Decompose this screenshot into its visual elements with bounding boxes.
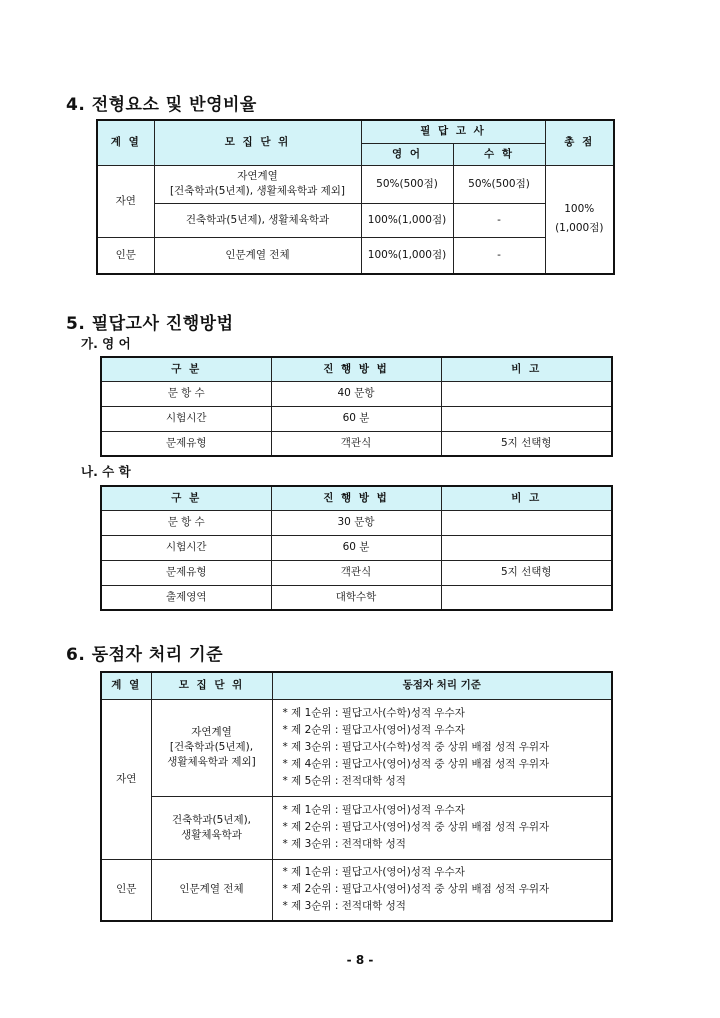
tiebreak-header-unit: 모 집 단 위 [151,672,272,699]
total-line1: 100% [564,203,595,216]
rule-item: * 제 5순위 : 전적대학 성적 [282,775,406,787]
rule-item: * 제 3순위 : 전적대학 성적 [282,838,406,850]
r3-unit: 인문계열 전체 [154,237,361,274]
tiebreak-header-rule: 동점자 처리 기준 [272,672,612,699]
english-header-category: 구 분 [101,357,271,381]
table-cell: 문 항 수 [101,510,271,535]
tiebreak-natural-label: 자연 [101,699,151,859]
header-exam: 필 답 고 사 [361,120,545,143]
g2-unit-line: 건축학과(5년제), [171,813,252,826]
r1-unit [154,165,361,203]
tiebreak-table [100,671,613,922]
table-cell [441,535,612,560]
english-header-note: 비 고 [441,357,612,381]
table-cell: 40 문항 [271,381,441,406]
humanities-label: 인문 [97,237,154,274]
table-cell: 대학수학 [271,585,441,610]
r1-unit-line1: 자연계열 [237,170,278,182]
table-cell: 시험시간 [101,535,271,560]
header-english: 영 어 [361,143,453,165]
table-cell: 5지 선택형 [441,431,612,456]
total-line2: (1,000점) [555,222,604,235]
r2-english: 100%(1,000점) [361,203,453,237]
page-number: - 8 - [346,953,374,967]
table-cell [441,585,612,610]
header-total: 총 점 [545,120,614,165]
table-cell: 60 분 [271,406,441,431]
g1-rules [272,699,612,796]
header-category: 계 열 [97,120,154,165]
g3-rules [272,859,612,921]
english-subtitle: 가. 영 어 [81,336,131,351]
section6-title: 6. 동점자 처리 기준 [66,645,223,665]
table-cell: 30 문항 [271,510,441,535]
header-unit: 모 집 단 위 [154,120,361,165]
table-cell: 60 분 [271,535,441,560]
tiebreak-header-category: 계 열 [101,672,151,699]
rule-item: * 제 1순위 : 필답고사(수학)성적 우수자 [282,707,465,719]
rule-item: * 제 1순위 : 필답고사(영어)성적 우수자 [282,866,465,879]
section5-title: 5. 필답고사 진행방법 [66,314,234,334]
math-header-category: 구 분 [101,486,271,510]
table-cell: 문제유형 [101,431,271,456]
table-cell: 객관식 [271,431,441,456]
table-cell: 문 항 수 [101,381,271,406]
r1-math: 50%(500점) [453,165,545,203]
table-cell: 문제유형 [101,560,271,585]
rule-item: * 제 3순위 : 전적대학 성적 [282,900,406,913]
g2-unit [151,796,272,859]
g1-unit-line: 자연계열 [191,726,232,738]
rule-item: * 제 1순위 : 필답고사(영어)성적 우수자 [282,804,465,816]
g1-unit [151,699,272,796]
g2-unit-line: 생활체육학과 [181,828,242,841]
tiebreak-humanities-label: 인문 [101,859,151,921]
header-math: 수 학 [453,143,545,165]
table-cell: 시험시간 [101,406,271,431]
table-cell: 출제영역 [101,585,271,610]
r2-math: - [453,203,545,237]
english-header-method: 진 행 방 법 [271,357,441,381]
g1-unit-line: [건축학과(5년제), [169,741,254,753]
ratio-table [96,119,615,275]
english-method-table [100,356,613,457]
table-cell [441,510,612,535]
math-method-table [100,485,613,611]
math-subtitle: 나. 수 학 [81,464,131,479]
rule-item: * 제 2순위 : 필답고사(영어)성적 중 상위 배점 성적 우위자 [282,883,550,896]
r1-english: 50%(500점) [361,165,453,203]
table-cell [441,381,612,406]
math-header-note: 비 고 [441,486,612,510]
g3-unit: 인문계열 전체 [151,859,272,921]
g2-rules [272,796,612,859]
rule-item: * 제 2순위 : 필답고사(영어)성적 우수자 [282,724,465,736]
table-cell [441,406,612,431]
table-cell: 객관식 [271,560,441,585]
r3-math: - [453,237,545,274]
total-cell [545,165,614,274]
math-header-method: 진 행 방 법 [271,486,441,510]
g1-unit-line: 생활체육학과 제외] [167,756,256,768]
table-cell: 5지 선택형 [441,560,612,585]
rule-item: * 제 3순위 : 필답고사(수학)성적 중 상위 배점 성적 우위자 [282,741,550,753]
rule-item: * 제 4순위 : 필답고사(영어)성적 중 상위 배점 성적 우위자 [282,758,550,770]
r3-english: 100%(1,000점) [361,237,453,274]
rule-item: * 제 2순위 : 필답고사(영어)성적 중 상위 배점 성적 우위자 [282,821,550,833]
section4-title: 4. 전형요소 및 반영비율 [66,95,257,115]
r1-unit-line2: [건축학과(5년제), 생활체육학과 제외] [169,185,346,197]
natural-label: 자연 [97,165,154,237]
r2-unit: 건축학과(5년제), 생활체육학과 [154,203,361,237]
